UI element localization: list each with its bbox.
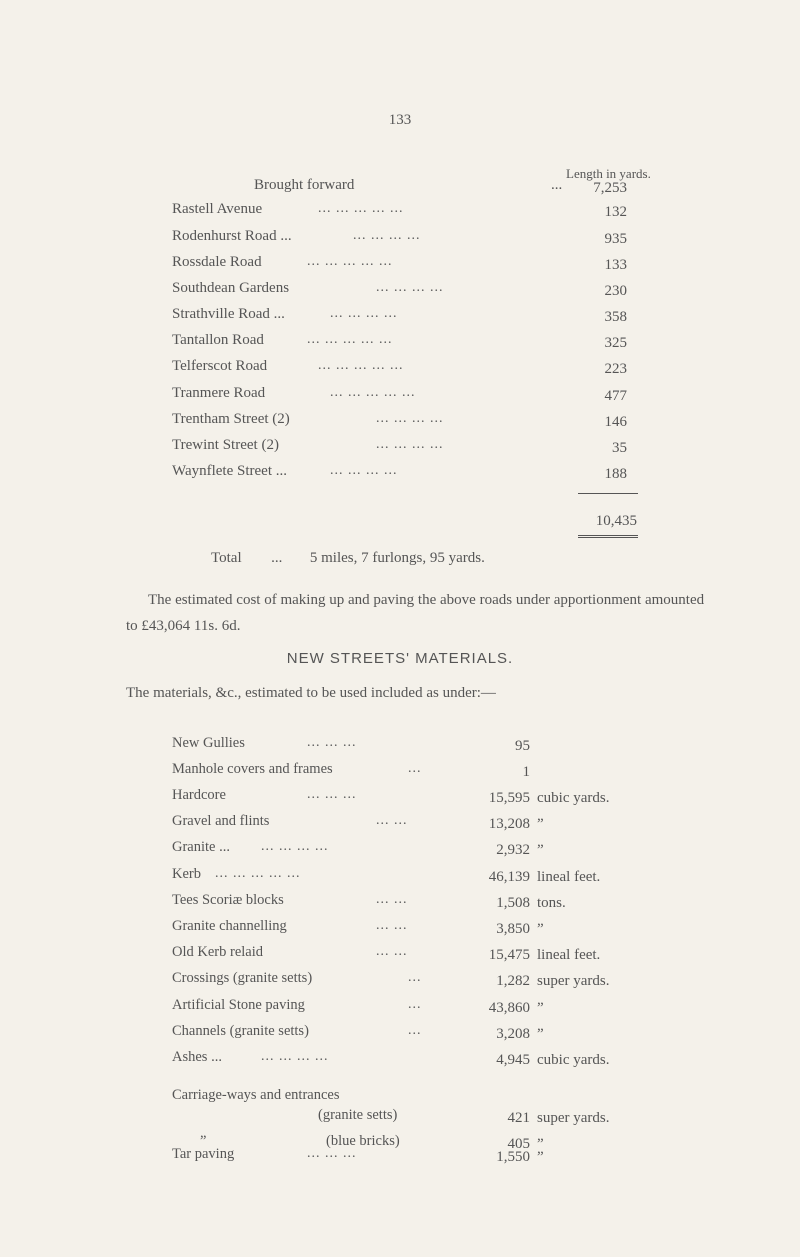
material-unit: ”	[537, 1026, 544, 1042]
road-dots: ... ... ... ...	[353, 228, 421, 243]
brought-forward-dots: ...	[551, 177, 563, 193]
road-dots: ... ... ... ... ...	[330, 385, 416, 400]
road-name: Trentham Street (2)	[172, 411, 290, 427]
material-unit: ”	[537, 842, 544, 858]
carriage-qty: 421	[507, 1110, 530, 1126]
road-name: Southdean Gardens	[172, 280, 290, 296]
tar-paving-unit: ”	[537, 1149, 544, 1165]
material-qty: 3,208	[496, 1026, 530, 1042]
carriage-qty: 405	[507, 1136, 530, 1152]
material-dots: ... ... ...	[307, 787, 357, 802]
road-length: 146	[604, 414, 627, 430]
material-qty: 4,945	[496, 1052, 530, 1068]
road-name: Waynflete Street ...	[172, 463, 287, 479]
material-qty: 1	[522, 764, 530, 780]
material-dots: ... ...	[376, 892, 408, 907]
carriage-name: (blue bricks)	[326, 1133, 400, 1149]
material-qty: 2,932	[496, 842, 530, 858]
material-dots: ... ...	[376, 944, 408, 959]
total-text: 5 miles, 7 furlongs, 95 yards.	[309, 550, 485, 566]
material-unit: ”	[537, 816, 544, 832]
material-qty: 13,208	[488, 816, 530, 832]
road-dots: ... ... ... ... ...	[318, 358, 404, 373]
road-dots: ... ... ... ...	[376, 280, 444, 295]
road-length: 230	[604, 283, 627, 299]
material-dots: ... ... ... ...	[261, 839, 329, 854]
material-unit: cubic yards.	[537, 790, 610, 806]
sum-rule	[578, 493, 638, 494]
material-unit: ”	[537, 921, 544, 937]
road-length: 35	[612, 440, 627, 456]
sum-total: 10,435	[595, 513, 637, 529]
road-dots: ... ... ... ...	[330, 306, 398, 321]
brought-forward-label: Brought forward	[254, 177, 355, 193]
column-header: Length in yards.	[566, 166, 651, 181]
road-length: 188	[604, 466, 627, 482]
road-name: Telferscot Road	[172, 358, 268, 374]
material-name: Artificial Stone paving	[172, 997, 305, 1013]
material-name: Kerb	[172, 866, 201, 882]
material-dots: ...	[408, 761, 422, 776]
material-name: Hardcore	[172, 787, 226, 803]
road-name: Trewint Street (2)	[172, 437, 279, 453]
tar-paving-qty: 1,550	[496, 1149, 530, 1165]
road-length: 132	[604, 204, 627, 220]
road-length: 223	[604, 361, 627, 377]
cost-paragraph	[126, 587, 706, 639]
road-dots: ... ... ... ... ...	[307, 332, 393, 347]
material-qty: 15,595	[488, 790, 530, 806]
material-name: Gravel and flints	[172, 813, 270, 829]
material-name: Crossings (granite setts)	[172, 970, 313, 986]
cost-paragraph-text: The estimated cost of making up and paving the above roads under apportionment amounted to £43,064 11s. 6d.	[126, 592, 705, 634]
material-qty: 1,282	[496, 973, 530, 989]
carriage-unit: super yards.	[537, 1110, 610, 1126]
material-dots: ...	[408, 1023, 422, 1038]
sum-double-rule	[578, 535, 638, 540]
road-dots: ... ... ... ... ...	[307, 254, 393, 269]
material-unit: ”	[537, 1000, 544, 1016]
total-line	[211, 550, 485, 567]
material-name: Old Kerb relaid	[172, 944, 263, 960]
road-dots: ... ... ... ...	[330, 463, 398, 478]
carriage-prefix: ”	[200, 1133, 207, 1149]
brought-forward-value: 7,253	[593, 180, 627, 196]
material-dots: ... ... ... ... ...	[215, 866, 301, 881]
road-length: 133	[604, 257, 627, 273]
material-unit: lineal feet.	[537, 869, 601, 885]
material-qty: 3,850	[496, 921, 530, 937]
road-dots: ... ... ... ...	[376, 411, 444, 426]
materials-heading: NEW STREETS' MATERIALS.	[286, 650, 514, 667]
material-dots: ... ... ...	[307, 735, 357, 750]
road-length: 477	[604, 388, 627, 404]
road-name: Rastell Avenue	[172, 201, 263, 217]
road-dots: ... ... ... ...	[376, 437, 444, 452]
material-name: Ashes ...	[172, 1049, 222, 1065]
road-length: 358	[604, 309, 627, 325]
total-dots: ...	[271, 550, 283, 566]
material-name: Granite ...	[172, 839, 230, 855]
material-dots: ...	[408, 970, 422, 985]
material-dots: ... ... ... ...	[261, 1049, 329, 1064]
material-qty: 1,508	[496, 895, 530, 911]
material-unit: tons.	[537, 895, 566, 911]
material-name: Tees Scoriæ blocks	[172, 892, 284, 908]
material-qty: 46,139	[488, 869, 530, 885]
carriage-unit: ”	[537, 1136, 544, 1152]
material-dots: ... ...	[376, 918, 408, 933]
material-qty: 15,475	[488, 947, 530, 963]
road-name: Rossdale Road	[172, 254, 262, 270]
total-label: Total	[211, 550, 242, 566]
road-name: Strathville Road ...	[172, 306, 285, 322]
carriage-ways-label: Carriage-ways and entrances	[172, 1087, 340, 1103]
material-name: Manhole covers and frames	[172, 761, 333, 777]
tar-paving-dots: ... ... ...	[307, 1146, 357, 1161]
road-name: Rodenhurst Road ...	[172, 228, 292, 244]
material-qty: 43,860	[488, 1000, 530, 1016]
material-unit: super yards.	[537, 973, 610, 989]
material-dots: ... ...	[376, 813, 408, 828]
materials-intro: The materials, &c., estimated to be used included as under:—	[126, 685, 496, 701]
material-name: Granite channelling	[172, 918, 287, 934]
material-unit: lineal feet.	[537, 947, 601, 963]
material-qty: 95	[515, 738, 530, 754]
page-number: 133	[388, 112, 412, 128]
road-name: Tranmere Road	[172, 385, 266, 401]
road-length: 325	[604, 335, 627, 351]
road-length: 935	[604, 231, 627, 247]
tar-paving-name: Tar paving	[172, 1146, 235, 1162]
carriage-name: (granite setts)	[318, 1107, 398, 1123]
road-name: Tantallon Road	[172, 332, 264, 348]
material-dots: ...	[408, 997, 422, 1012]
material-name: Channels (granite setts)	[172, 1023, 309, 1039]
material-unit: cubic yards.	[537, 1052, 610, 1068]
material-name: New Gullies	[172, 735, 245, 751]
road-dots: ... ... ... ... ...	[318, 201, 404, 216]
